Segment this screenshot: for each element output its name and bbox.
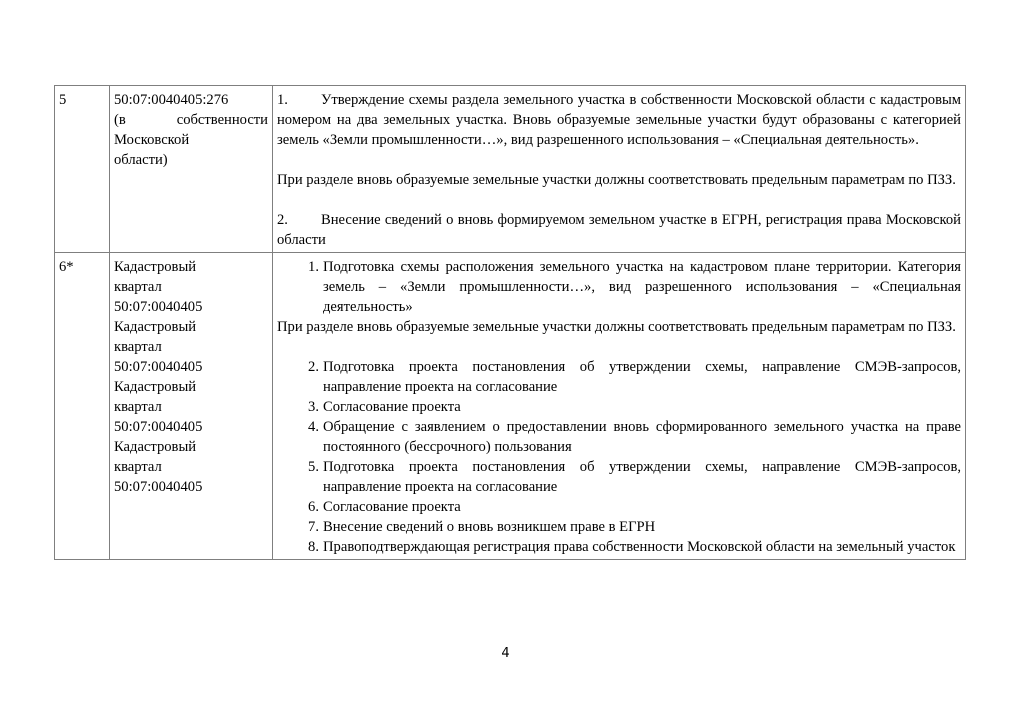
cadastral-word: квартал (114, 279, 162, 295)
content-cell (273, 86, 966, 253)
cadastral-number: 50:07:0040405:276 (114, 92, 229, 108)
content-cell (273, 253, 966, 560)
step-text: Согласование проекта (323, 399, 461, 415)
step-text: Утверждение схемы раздела земельного участка в собственности Московской области с кадастровым номером на два земельных участка. Вновь образуемые земельные участки будут образованы с категорией земель «Земли промышленности…», вид разрешенного использования – «Специальная деятельность». (277, 92, 961, 148)
note-paragraph: При разделе вновь образуемые земельные участки должны соответствовать предельным параметрам по ПЗЗ. (277, 319, 956, 335)
cadastral-word: Кадастровый (114, 319, 197, 335)
list-item (277, 357, 961, 397)
steps-list (277, 357, 961, 557)
step-number: 4. (308, 419, 319, 435)
step-number: 2. (277, 212, 288, 228)
owner-line: Московской (114, 132, 190, 148)
cadastral-word: квартал (114, 399, 162, 415)
cadastral-number: 50:07:0040405 (114, 299, 203, 315)
owner-line: области) (114, 152, 168, 168)
row-number-cell (55, 86, 110, 253)
steps-list (277, 257, 961, 317)
step-number: 1. (277, 92, 288, 108)
step-number: 2. (308, 359, 319, 375)
cadastral-block (114, 437, 268, 497)
step-paragraph (277, 90, 961, 150)
step-text: Подготовка проекта постановления об утверждении схемы, направление СМЭВ-запросов, направление проекта на согласование (323, 359, 961, 395)
step-text: Согласование проекта (323, 499, 461, 515)
note-paragraph: При разделе вновь образуемые земельные участки должны соответствовать предельным параметрам по ПЗЗ. (277, 172, 956, 188)
list-item (277, 257, 961, 317)
list-item (277, 457, 961, 497)
list-item (277, 497, 961, 517)
row-number: 5 (59, 92, 67, 108)
cadastral-block (114, 377, 268, 437)
step-paragraph (277, 210, 961, 250)
cadastral-word: квартал (114, 459, 162, 475)
step-number: 7. (308, 519, 319, 535)
table-row (55, 86, 966, 253)
cadastral-block (114, 257, 268, 317)
step-number: 3. (308, 399, 319, 415)
row-number-cell (55, 253, 110, 560)
cadastral-word: квартал (114, 339, 162, 355)
cadastral-number: 50:07:0040405 (114, 419, 203, 435)
page-number: 4 (501, 646, 510, 661)
step-text: Подготовка проекта постановления об утверждении схемы, направление СМЭВ-запросов, направление проекта на согласование (323, 459, 961, 495)
list-item (277, 417, 961, 457)
row-number: 6* (59, 259, 74, 275)
table-row (55, 253, 966, 560)
cadastral-number: 50:07:0040405 (114, 479, 203, 495)
cadastral-word: Кадастровый (114, 259, 197, 275)
cadastral-cell (110, 86, 273, 253)
cadastral-word: Кадастровый (114, 379, 197, 395)
step-number: 6. (308, 499, 319, 515)
cadastral-cell (110, 253, 273, 560)
step-text: Подготовка схемы расположения земельного участка на кадастровом плане территории. Категория земель – «Земли промышленности…», вид разрешенного использования – «Специальная деятельность» (323, 259, 961, 315)
list-item (277, 397, 961, 417)
cadastral-number: 50:07:0040405 (114, 359, 203, 375)
cadastral-block (114, 317, 268, 377)
step-text: Правоподтверждающая регистрация права собственности Московской области на земельный участок (323, 539, 956, 555)
owner-line: (в собственности (114, 112, 268, 128)
land-plots-table (54, 85, 966, 560)
step-number: 5. (308, 459, 319, 475)
cadastral-word: Кадастровый (114, 439, 197, 455)
step-number: 1. (308, 259, 319, 275)
list-item (277, 517, 961, 537)
step-text: Внесение сведений о вновь возникшем праве в ЕГРН (323, 519, 656, 535)
list-item (277, 537, 961, 557)
step-number: 8. (308, 539, 319, 555)
step-text: Внесение сведений о вновь формируемом земельном участке в ЕГРН, регистрация права Московской области (277, 212, 961, 248)
step-text: Обращение с заявлением о предоставлении вновь сформированного земельного участка на праве постоянного (бессрочного) пользования (323, 419, 961, 455)
